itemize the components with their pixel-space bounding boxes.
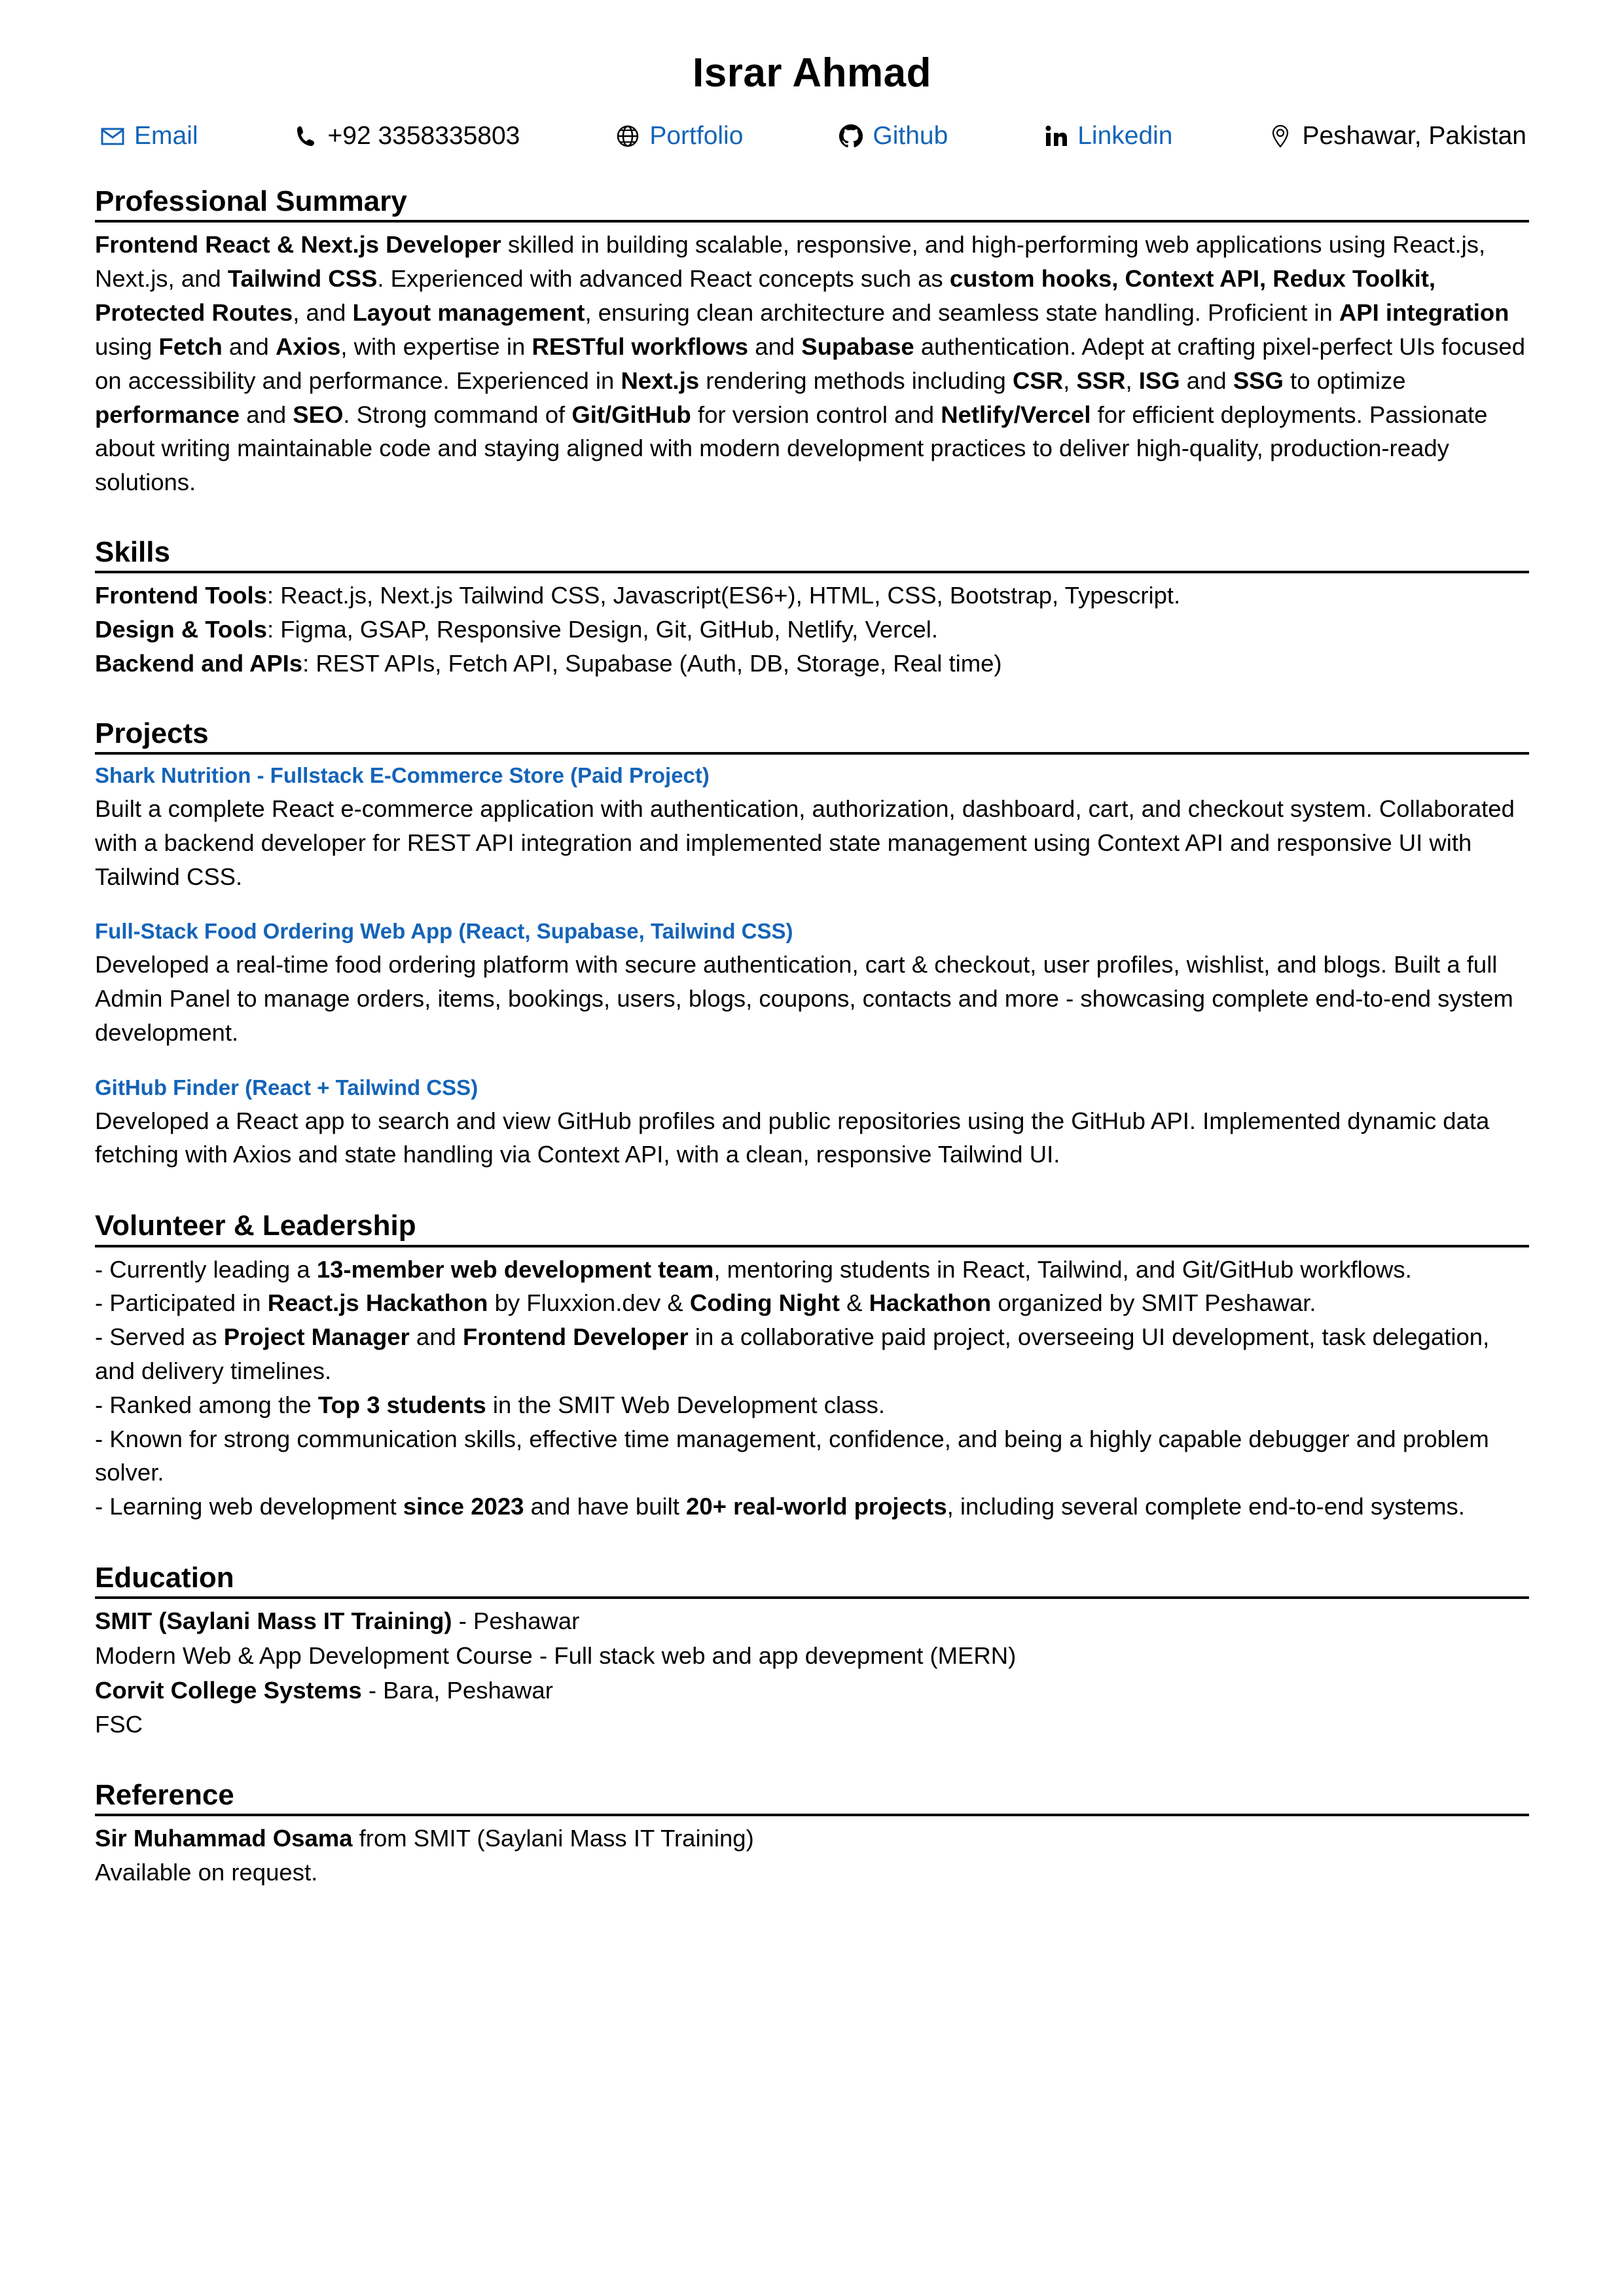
contact-email[interactable] — [100, 123, 198, 149]
education-entry: Corvit College Systems - Bara, Peshawar — [95, 1676, 553, 1704]
resume-header — [95, 0, 1529, 149]
section-heading-summary: Professional Summary — [95, 185, 407, 218]
project-item — [95, 760, 1529, 893]
contact-portfolio[interactable] — [615, 123, 743, 149]
section-skills — [95, 536, 1529, 681]
contact-phone-label: +92 3358335803 — [327, 122, 520, 151]
contact-linkedin[interactable] — [1043, 123, 1172, 149]
contact-phone[interactable] — [293, 123, 520, 149]
heading-rule — [95, 220, 1529, 223]
contact-github[interactable] — [839, 123, 948, 149]
contact-github-label: Github — [873, 122, 948, 151]
map-pin-icon — [1268, 124, 1293, 149]
project-title[interactable]: Full-Stack Food Ordering Web App (React, Supabase, Tailwind CSS) — [95, 919, 793, 944]
globe-icon — [615, 124, 640, 149]
skill-label: Frontend Tools — [95, 582, 267, 609]
project-title[interactable]: GitHub Finder (React + Tailwind CSS) — [95, 1075, 478, 1100]
project-description: Developed a React app to search and view GitHub profiles and public repositories using the GitHub API. Implemented dynamic data fetching with Axios and state handling via Context API, with a clean, responsive Tailwind UI. — [95, 1107, 1490, 1168]
section-education — [95, 1562, 1529, 1742]
skill-value: : Figma, GSAP, Responsive Design, Git, GitHub, Netlify, Vercel. — [266, 616, 939, 643]
list-item: - Learning web development since 2023 and have built 20+ real-world projects, including several complete end-to-end systems. — [95, 1493, 1465, 1520]
contact-email-label: Email — [134, 122, 198, 151]
project-item — [95, 916, 1529, 1049]
list-item: - Known for strong communication skills, effective time management, confidence, and being a highly capable debugger and problem solver. — [95, 1425, 1489, 1486]
section-reference — [95, 1779, 1529, 1890]
contact-row — [95, 123, 1529, 149]
project-description: Developed a real-time food ordering platform with secure authentication, cart & checkout, user profiles, wishlist, and blogs. Built a full Admin Panel to manage orders, items, bookings, users, blogs, coupons, contacts and more - showcasing complete end-to-end system development. — [95, 951, 1513, 1046]
skills-list — [95, 579, 1529, 680]
skill-value: : React.js, Next.js Tailwind CSS, Javascript(ES6+), HTML, CSS, Bootstrap, Typescript. — [266, 582, 1181, 609]
education-entry: FSC — [95, 1711, 143, 1738]
skill-label: Design & Tools — [95, 616, 267, 643]
section-heading-reference: Reference — [95, 1778, 234, 1811]
linkedin-icon — [1043, 124, 1068, 149]
page-title: Israr Ahmad — [693, 50, 931, 96]
list-item: - Served as Project Manager and Frontend Developer in a collaborative paid project, overseeing UI development, task delegation, and delivery timelines. — [95, 1323, 1490, 1384]
heading-rule — [95, 1596, 1529, 1599]
reference-entry: Available on request. — [95, 1859, 318, 1886]
education-list — [95, 1604, 1529, 1742]
section-projects — [95, 717, 1529, 1172]
section-professional-summary — [95, 185, 1529, 499]
summary-paragraph: Frontend React & Next.js Developer skilled in building scalable, responsive, and high-performing web applications using React.js, Next.js, and Tailwind CSS. Experienced with advanced React concepts such as custom hooks, Context API, Redux Toolkit, Protected Routes, and Layout management, ensuring clean architecture and seamless state handling. Proficient in API integration using Fetch and Axios, with expertise in RESTful workflows and Supabase authentication. Adept at crafting pixel-perfect UIs focused on accessibility and performance. Experienced in Next.js rendering methods including CSR, SSR, ISG and SSG to optimize performance and SEO. Strong command of Git/GitHub for version control and Netlify/Vercel for efficient deployments. Passionate about writing maintainable code and staying aligned with modern development practices to deliver high-quality, production-ready solutions. — [95, 231, 1525, 496]
skill-line — [95, 647, 1529, 681]
section-heading-education: Education — [95, 1562, 234, 1594]
skill-line — [95, 613, 1529, 647]
heading-rule — [95, 752, 1529, 755]
project-title[interactable]: Shark Nutrition - Fullstack E-Commerce Store (Paid Project) — [95, 763, 710, 788]
heading-rule — [95, 1814, 1529, 1816]
project-item — [95, 1072, 1529, 1172]
phone-icon — [293, 124, 318, 149]
volunteer-list — [95, 1253, 1529, 1524]
heading-rule — [95, 1245, 1529, 1247]
contact-location-label: Peshawar, Pakistan — [1302, 122, 1526, 151]
list-item: - Ranked among the Top 3 students in the SMIT Web Development class. — [95, 1391, 886, 1418]
contact-portfolio-label: Portfolio — [649, 122, 744, 151]
reference-entry: Sir Muhammad Osama from SMIT (Saylani Mass IT Training) — [95, 1824, 754, 1852]
section-heading-projects: Projects — [95, 717, 209, 749]
github-icon — [839, 124, 863, 149]
section-heading-volunteer: Volunteer & Leadership — [95, 1210, 416, 1242]
list-item: - Currently leading a 13-member web development team, mentoring students in React, Tailwind, and Git/GitHub workflows. — [95, 1255, 1412, 1283]
skill-line — [95, 579, 1529, 613]
section-volunteer-leadership — [95, 1210, 1529, 1524]
project-description: Built a complete React e-commerce application with authentication, authorization, dashboard, cart, and checkout system. Collaborated with a backend developer for REST API integration and implemented state management using Context API and responsive UI with Tailwind CSS. — [95, 795, 1515, 890]
envelope-icon — [100, 124, 125, 149]
contact-linkedin-label: Linkedin — [1077, 122, 1173, 151]
section-heading-skills: Skills — [95, 536, 170, 569]
skill-value: : REST APIs, Fetch API, Supabase (Auth, DB, Storage, Real time) — [302, 650, 1002, 677]
heading-rule — [95, 571, 1529, 573]
education-entry: SMIT (Saylani Mass IT Training) - Peshawar — [95, 1607, 580, 1635]
education-entry: Modern Web & App Development Course - Full stack web and app devepment (MERN) — [95, 1641, 1017, 1669]
list-item: - Participated in React.js Hackathon by Fluxxion.dev & Coding Night & Hackathon organized by SMIT Peshawar. — [95, 1289, 1316, 1317]
reference-list — [95, 1821, 1529, 1890]
skill-label: Backend and APIs — [95, 650, 303, 677]
contact-location — [1268, 123, 1526, 149]
